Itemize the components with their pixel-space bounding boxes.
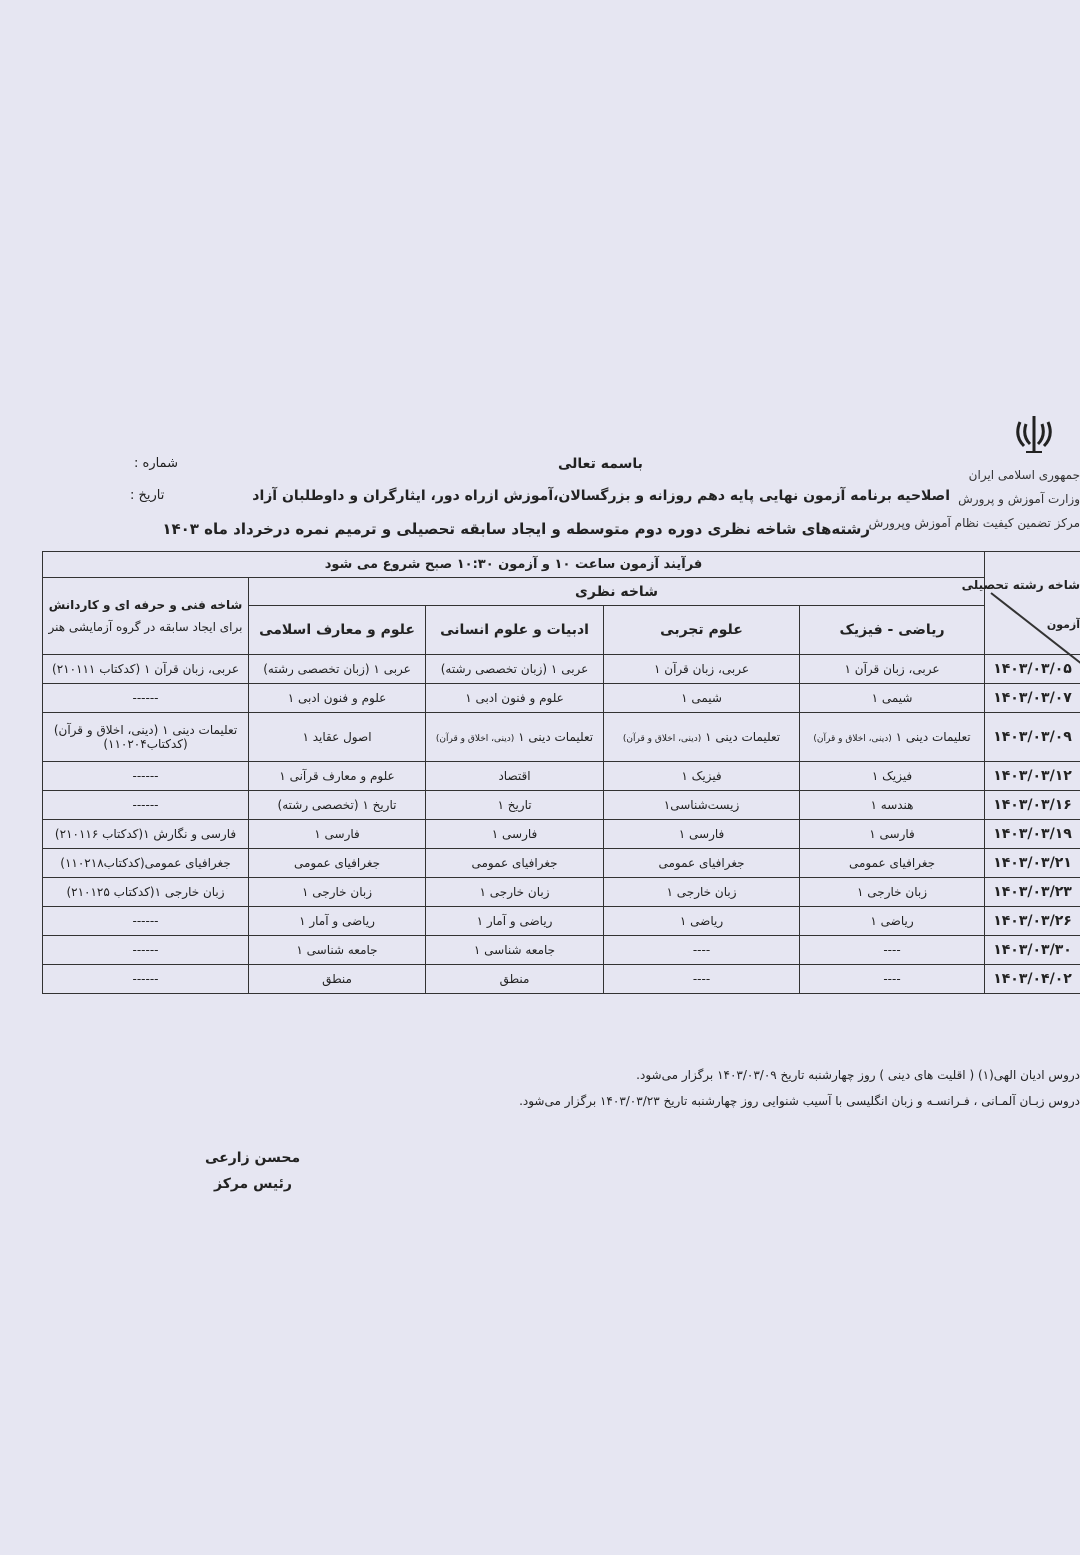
table-cell: عربی، زبان قرآن ۱ [800,655,985,684]
exam-date: ۱۴۰۳/۰۳/۱۹ [985,820,1080,849]
table-row [43,907,1080,936]
signatory-name: محسن زارعی [205,1150,301,1166]
date-label: تاریخ : [130,488,165,503]
cell-text: تعلیمات دینی ۱ [518,730,594,744]
cell-subtext: (دینی، اخلاق و قرآن) [813,734,892,744]
table-cell: فیزیک ۱ [604,762,800,791]
table-cell: ------ [43,791,249,820]
table-cell: ------ [43,936,249,965]
table-cell: ---- [800,965,985,994]
table-cell: فارسی ۱ [249,820,426,849]
org-line-1: جمهوری اسلامی ایران [968,468,1080,482]
field-header: علوم تجربی [604,606,800,655]
table-cell [426,713,604,762]
table-cell: اقتصاد [426,762,604,791]
exam-date: ۱۴۰۳/۰۳/۳۰ [985,936,1080,965]
exam-date: ۱۴۰۳/۰۳/۲۱ [985,849,1080,878]
table-cell: زیست‌شناسی۱ [604,791,800,820]
table-row [43,849,1080,878]
table-cell: فیزیک ۱ [800,762,985,791]
vocational-subtitle: برای ایجاد سابقه در گروه آزمایشی هنر [48,620,243,634]
exam-date: ۱۴۰۳/۰۳/۱۶ [985,791,1080,820]
table-cell: ریاضی ۱ [800,907,985,936]
table-cell [800,713,985,762]
cell-text: تعلیمات دینی ۱ [705,730,781,744]
table-cell: ------ [43,907,249,936]
number-label: شماره : [134,456,178,471]
table-cell: عربی، زبان قرآن ۱ (کدکتاب ۲۱۰۱۱۱) [43,655,249,684]
table-cell: ---- [800,936,985,965]
vocational-branch-header [43,578,249,655]
table-cell: جغرافیای عمومی [426,849,604,878]
exam-schedule-table [42,551,1080,994]
table-cell: ریاضی ۱ [604,907,800,936]
heading-line-1: اصلاحیه برنامه آزمون نهایی پایه دهم روزانه و بزرگسالان،آموزش ازراه دور، ایثارگران و داوطلبان آزاد [252,488,950,504]
table-cell: عربی ۱ (زبان تخصصی رشته) [426,655,604,684]
table-cell: جغرافیای عمومی [249,849,426,878]
table-cell: جامعه شناسی ۱ [426,936,604,965]
table-cell: زبان خارجی ۱ [249,878,426,907]
table-cell: جغرافیای عمومی [800,849,985,878]
table-cell: فارسی ۱ [800,820,985,849]
table-cell: هندسه ۱ [800,791,985,820]
heading-line-2: رشته‌های شاخه نظری دوره دوم متوسطه و ایجاد سابقه تحصیلی و ترمیم نمره درخرداد ماه ۱۴۰۳ [162,520,870,538]
org-line-3: مرکز تضمین کیفیت نظام آموزش وپرورش [868,516,1080,530]
table-cell: منطق [426,965,604,994]
table-corner-header [961,552,1080,655]
table-cell: ------ [43,965,249,994]
table-cell: ------ [43,684,249,713]
table-cell: ریاضی و آمار ۱ [426,907,604,936]
exam-date: ۱۴۰۳/۰۳/۱۲ [985,762,1080,791]
iran-emblem-icon [1012,412,1056,456]
table-cell: فارسی و نگارش ۱(کدکتاب ۲۱۰۱۱۶) [43,820,249,849]
exam-date: ۱۴۰۳/۰۳/۲۳ [985,878,1080,907]
table-cell: زبان خارجی ۱ [604,878,800,907]
table-cell: فارسی ۱ [604,820,800,849]
table-cell: زبان خارجی ۱(کدکتاب ۲۱۰۱۲۵) [43,878,249,907]
field-header: ادبیات و علوم انسانی [426,606,604,655]
table-cell: شیمی ۱ [604,684,800,713]
table-cell: تاریخ ۱ (تخصصی رشته) [249,791,426,820]
theoretical-branch-header: شاخه نظری [249,578,985,606]
table-cell: جامعه شناسی ۱ [249,936,426,965]
table-cell: عربی ۱ (زبان تخصصی رشته) [249,655,426,684]
table-row [43,655,1080,684]
process-note: فرآیند آزمون ساعت ۱۰ و آزمون ۱۰:۳۰ صبح شروع می شود [43,552,985,578]
table-cell: تعلیمات دینی ۱ (دینی، اخلاق و قرآن)(کدکتاب۱۱۰۲۰۴) [43,713,249,762]
table-cell: فارسی ۱ [426,820,604,849]
exam-date: ۱۴۰۳/۰۳/۰۵ [985,655,1080,684]
table-row [43,965,1080,994]
table-cell: اصول عقاید ۱ [249,713,426,762]
table-cell [604,713,800,762]
table-cell: علوم و فنون ادبی ۱ [426,684,604,713]
table-cell: ریاضی و آمار ۱ [249,907,426,936]
cell-text: تعلیمات دینی ۱ [895,730,971,744]
table-row [43,762,1080,791]
document-title: باسمه تعالی [558,456,643,472]
exam-date: ۱۴۰۳/۰۴/۰۲ [985,965,1080,994]
note-religions: دروس ادیان الهی(۱) ( اقلیت های دینی ) روز چهارشنبه تاریخ ۱۴۰۳/۰۳/۰۹ برگزار می‌شود. [636,1068,1080,1082]
table-cell: زبان خارجی ۱ [426,878,604,907]
vocational-title: شاخه فنی و حرفه ای و کاردانش [48,598,243,612]
table-cell: علوم و معارف قرآنی ۱ [249,762,426,791]
table-cell: علوم و فنون ادبی ۱ [249,684,426,713]
table-cell: زبان خارجی ۱ [800,878,985,907]
table-cell: منطق [249,965,426,994]
table-cell: ---- [604,936,800,965]
exam-date: ۱۴۰۳/۰۳/۰۹ [985,713,1080,762]
field-header: علوم و معارف اسلامی [249,606,426,655]
cell-subtext: (دینی، اخلاق و قرآن) [622,734,702,744]
table-row [43,713,1080,762]
table-cell: عربی، زبان قرآن ۱ [604,655,800,684]
table-cell: جغرافیای عمومی(کدکتاب۱۱۰۲۱۸) [43,849,249,878]
table-row [43,684,1080,713]
table-row [43,791,1080,820]
corner-exam-label: آزمون [1046,618,1080,631]
table-row [43,820,1080,849]
note-languages: دروس زبـان آلمـانی ، فـرانسـه و زبان انگلیسی با آسیب شنوایی روز چهارشنبه تاریخ ۱۴۰۳/۰۳/۲۳ برگزار می‌شود. [519,1094,1080,1108]
table-cell: ---- [604,965,800,994]
table-cell: ------ [43,762,249,791]
org-line-2: وزارت آموزش و پرورش [958,492,1080,506]
cell-subtext: (دینی، اخلاق و قرآن) [435,734,515,744]
table-row [43,936,1080,965]
field-header: ریاضی - فیزیک [800,606,985,655]
table-cell: تاریخ ۱ [426,791,604,820]
signatory-role: رئیس مرکز [214,1176,292,1192]
corner-field-label: شاخه رشته تحصیلی [961,578,1080,592]
exam-date: ۱۴۰۳/۰۳/۲۶ [985,907,1080,936]
exam-date: ۱۴۰۳/۰۳/۰۷ [985,684,1080,713]
table-cell: شیمی ۱ [800,684,985,713]
table-row [43,878,1080,907]
table-cell: جغرافیای عمومی [604,849,800,878]
